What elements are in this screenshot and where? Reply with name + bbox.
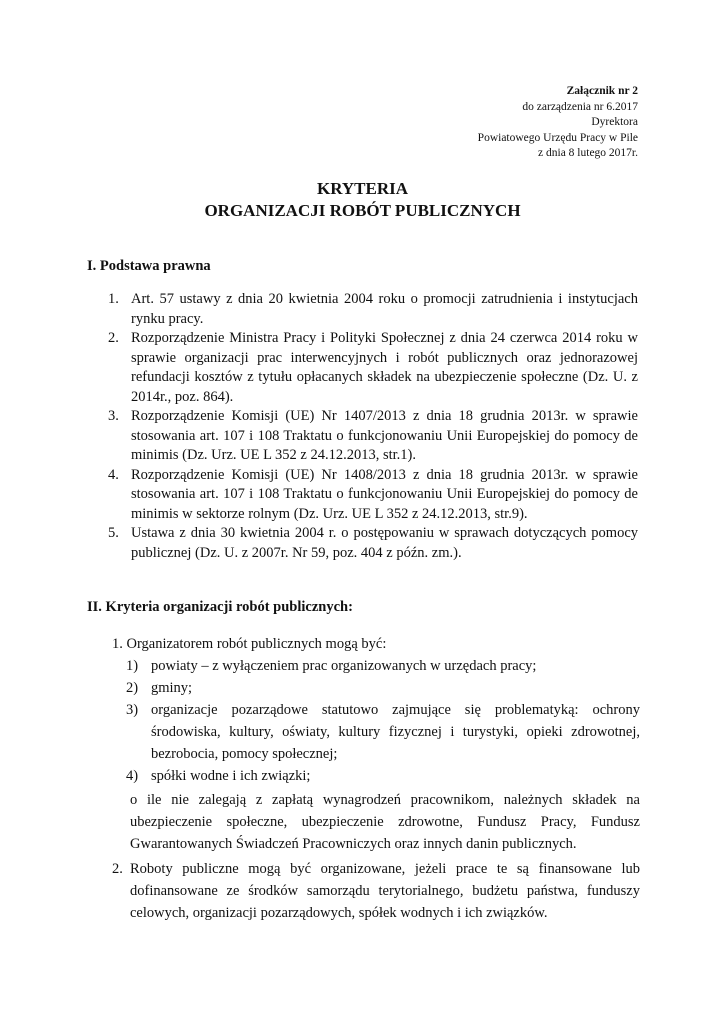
attachment-line: Powiatowego Urzędu Pracy w Pile	[477, 131, 638, 144]
list-item	[110, 765, 640, 787]
list-item-text: Art. 57 ustawy z dnia 20 kwietnia 2004 roku o promocji zatrudnienia i instytucjach rynku pracy.	[131, 291, 638, 327]
title-line-1: KRYTERIA	[316, 179, 409, 198]
list-item	[110, 655, 640, 677]
list-item-number: 1.	[108, 291, 119, 307]
list-item-number: 4.	[108, 466, 119, 483]
list-item-number: 2.	[108, 330, 119, 346]
list-item	[108, 290, 638, 329]
list-item	[110, 677, 640, 699]
criteria-item-1	[112, 633, 640, 787]
criteria-item-2	[112, 858, 640, 924]
list-item	[108, 466, 638, 525]
attachment-line: Dyrektora	[591, 116, 638, 128]
list-item-text: organizacje pozarządowe statutowo zajmujące się problematyką: ochrony środowiska, kultury, oświaty, kultury fizycznej i turystyki, opieki zdrowotnej, bezrobocia, pomocy społecznej;	[151, 702, 640, 762]
list-item-text: powiaty – z wyłączeniem prac organizowanych w urzędach pracy;	[151, 658, 537, 674]
list-item-text: Rozporządzenie Ministra Pracy i Polityki Społecznej z dnia 24 czerwca 2014 roku w sprawie organizacji prac interwencyjnych i robót publicznych oraz jednorazowej refundacji kosztów z tytułu opłacanych składek na ubezpieczenie społeczne (Dz. U. z 2014r., poz. 864).	[131, 330, 638, 405]
organizer-list	[112, 655, 640, 787]
attachment-line: z dnia 8 lutego 2017r.	[538, 147, 638, 159]
list-item-text: Rozporządzenie Komisji (UE) Nr 1408/2013 z dnia 18 grudnia 2013r. w sprawie stosowania art. 107 i 108 Traktatu o funkcjonowaniu Unii Europejskiej do pomocy de minimis w sektorze rolnym (Dz. Urz. UE L 352 z 24.12.2013, str.9).	[131, 466, 638, 522]
list-item-number: 4)	[126, 768, 139, 784]
legal-basis-list	[108, 290, 638, 563]
list-item-number: 5.	[108, 525, 119, 541]
list-item	[108, 329, 638, 407]
list-item-number: 2.	[112, 861, 123, 877]
list-item-number: 1)	[126, 658, 139, 674]
list-item-text: gminy;	[151, 680, 193, 696]
section-heading-legal-basis: I. Podstawa prawna	[87, 258, 211, 274]
list-item	[108, 524, 638, 563]
attachment-title: Załącznik nr 2	[566, 85, 638, 97]
list-item	[110, 699, 640, 765]
list-item-text: Ustawa z dnia 30 kwietnia 2004 r. o postępowaniu w sprawach dotyczących pomocy publicznej (Dz. U. z 2007r. Nr 59, poz. 404 z późn. zm.).	[131, 525, 638, 561]
list-item-number: 3)	[126, 702, 139, 718]
list-item-text: spółki wodne i ich związki;	[151, 768, 311, 784]
document-title	[0, 178, 725, 222]
attachment-line: do zarządzenia nr 6.2017	[522, 100, 638, 113]
list-item	[108, 407, 638, 466]
list-item-text: Rozporządzenie Komisji (UE) Nr 1407/2013 z dnia 18 grudnia 2013r. w sprawie stosowania art. 107 i 108 Traktatu o funkcjonowaniu Unii Europejskiej do pomocy de minimis (Dz. Urz. UE L 352 z 24.12.2013, str.1).	[131, 408, 638, 463]
list-item-number: 3.	[108, 408, 119, 424]
criteria-item-1-intro: 1. Organizatorem robót publicznych mogą być:	[112, 636, 387, 652]
title-line-2: ORGANIZACJI ROBÓT PUBLICZNYCH	[204, 201, 521, 220]
list-item-text: Roboty publiczne mogą być organizowane, jeżeli prace te są finansowane lub dofinansowane ze środków samorządu terytorialnego, budżetu państwa, funduszy celowych, organizacji pozarządowych, spółek wodnych i ich związków.	[130, 861, 640, 921]
criteria-condition-paragraph: o ile nie zalegają z zapłatą wynagrodzeń pracownikom, należnych składek na ubezpieczenie społeczne, ubezpieczenie zdrowotne, Fundusz Pracy, Fundusz Gwarantowanych Świadczeń Pracowniczych oraz innych danin publicznych.	[130, 792, 640, 852]
section-heading-criteria: II. Kryteria organizacji robót publicznych:	[87, 599, 353, 615]
attachment-header	[478, 84, 638, 162]
list-item-number: 2)	[126, 680, 139, 696]
